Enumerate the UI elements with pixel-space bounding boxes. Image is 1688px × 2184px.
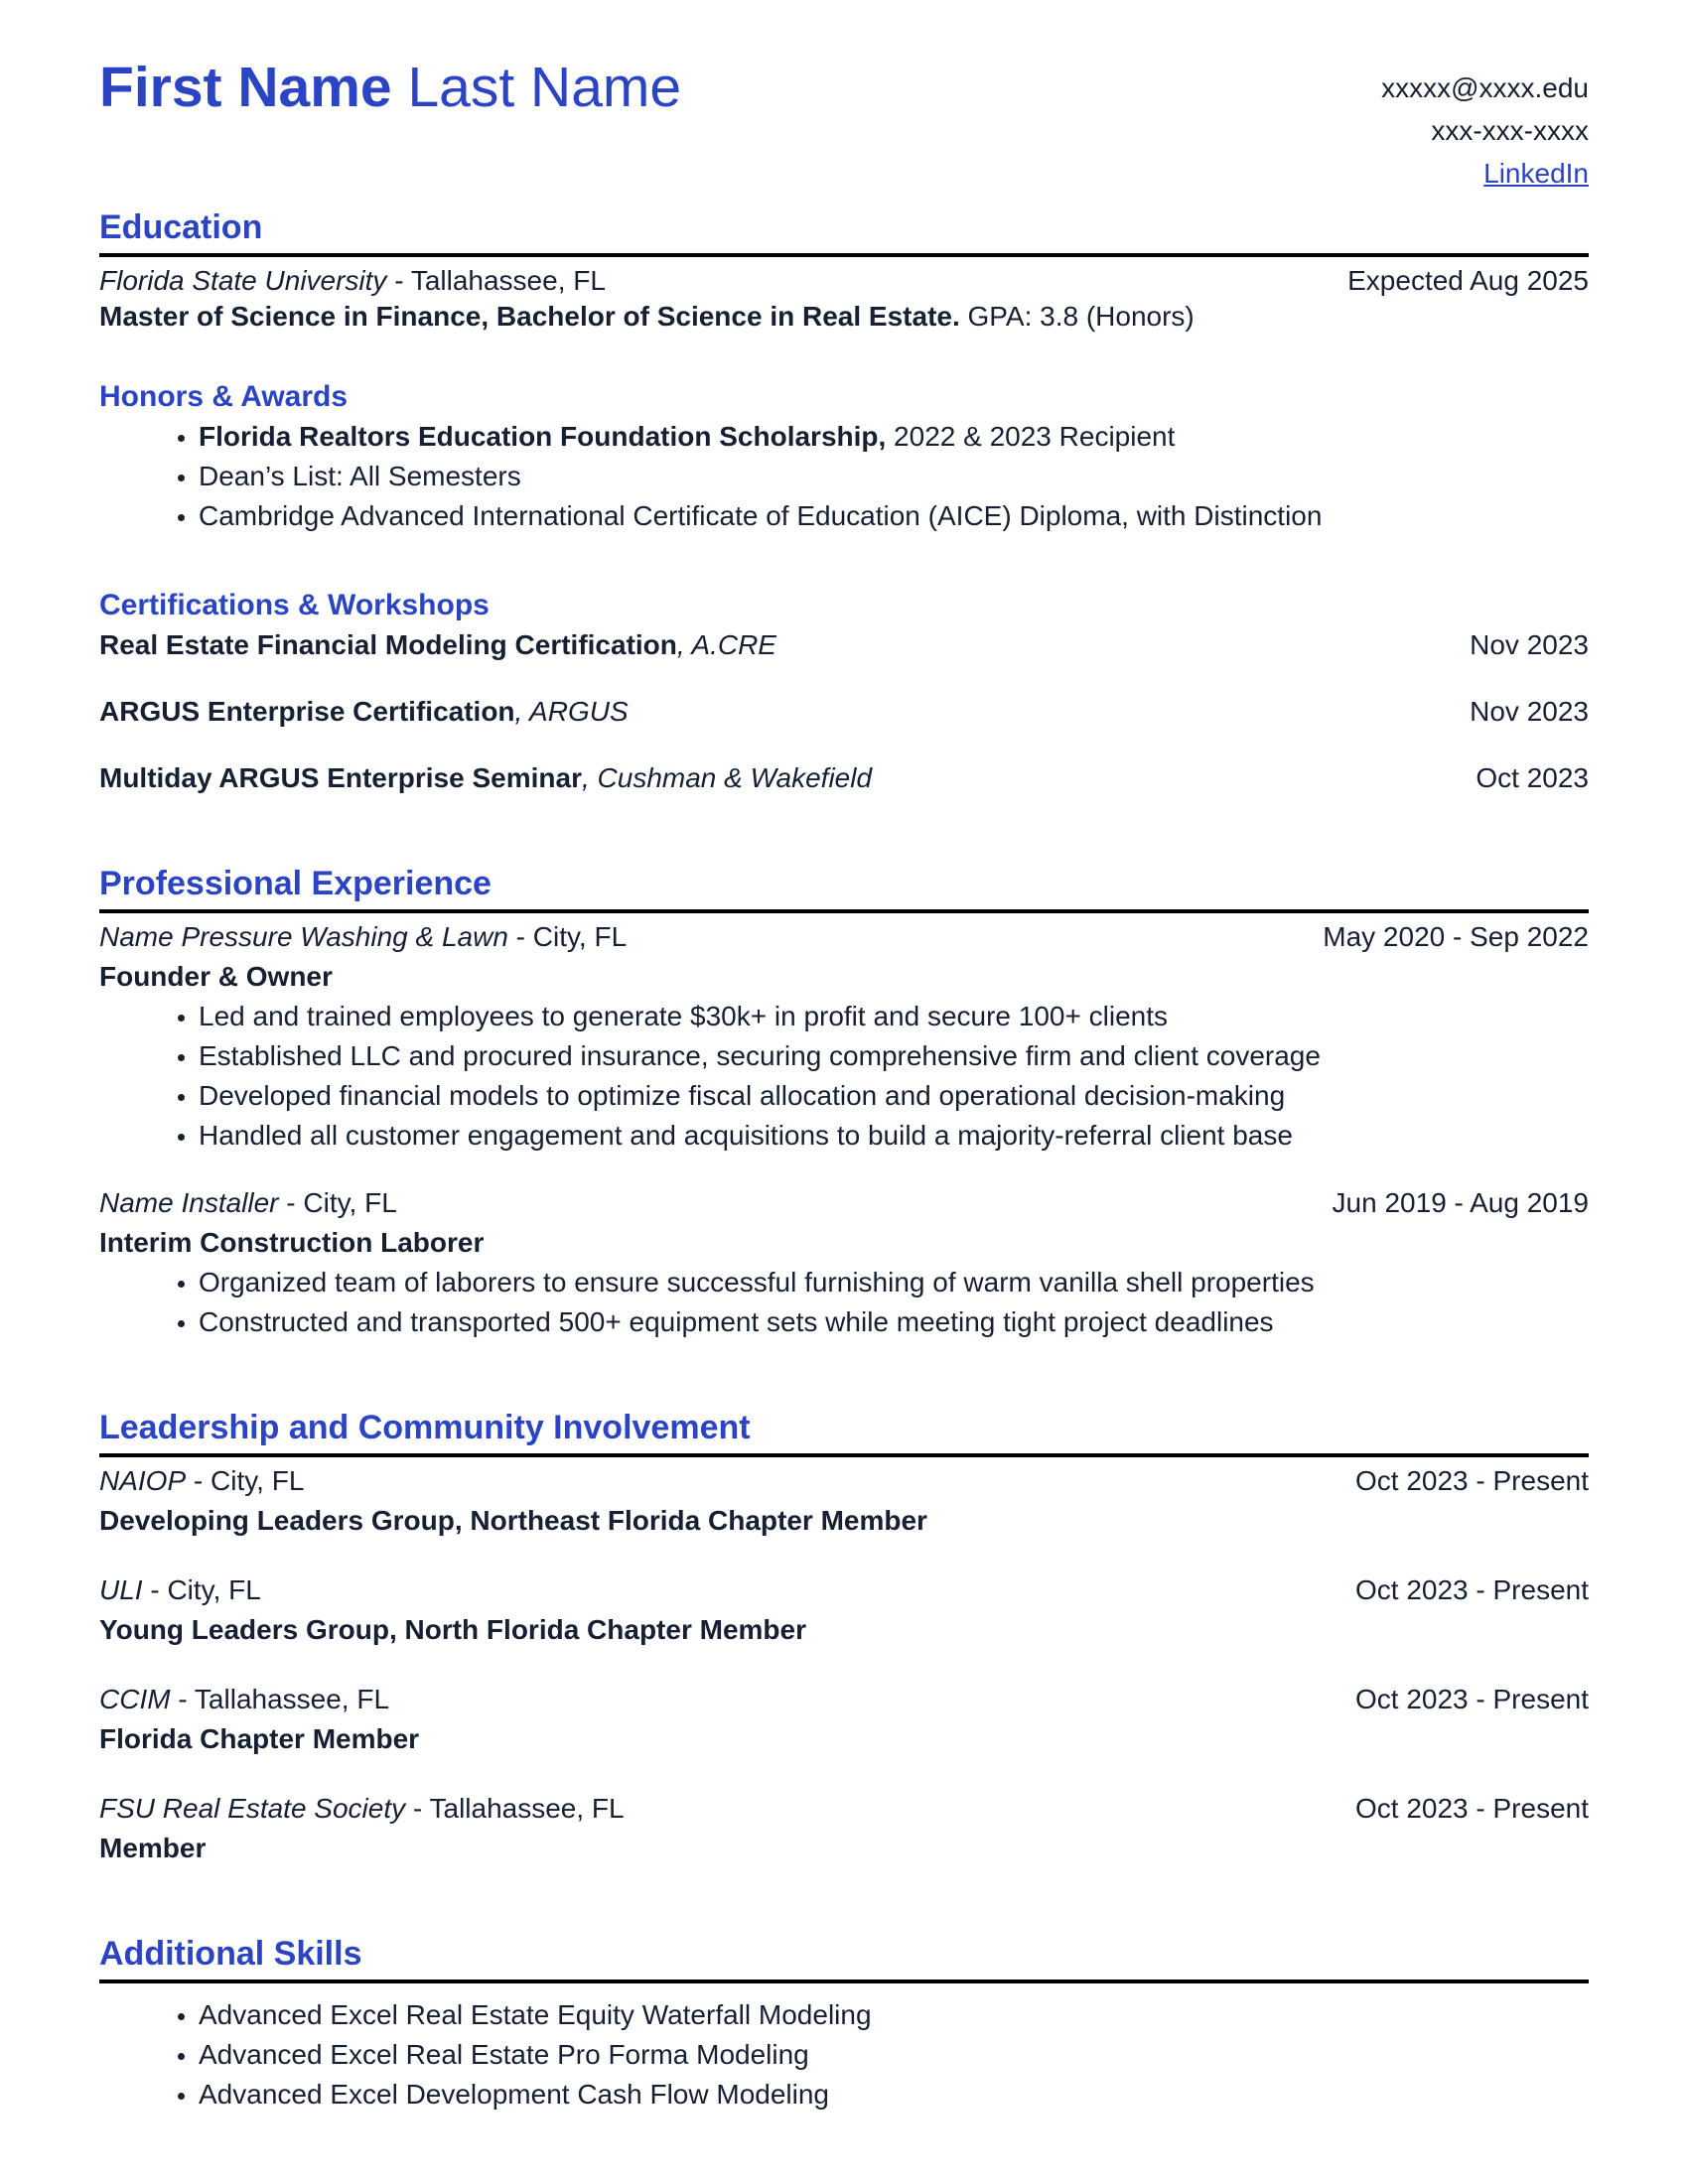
cert-date: Nov 2023 (1470, 696, 1589, 727)
degree-line (99, 301, 1589, 333)
company-line (99, 1183, 397, 1223)
page-title (99, 55, 681, 195)
section-title-skills: Additional Skills (99, 1932, 1589, 1983)
certification-entry (99, 692, 1589, 732)
skill-item: • Advanced Excel Development Cash Flow Modeling (199, 2075, 1589, 2115)
experience-section (99, 862, 1589, 1342)
gpa-text: GPA: 3.8 (Honors) (959, 301, 1195, 332)
honors-list (99, 417, 1589, 536)
company-name: Name Pressure Washing & Lawn (99, 921, 508, 952)
degree-text: Master of Science in Finance, Bachelor of Science in Real Estate. (99, 301, 960, 332)
org-location: - Tallahassee, FL (405, 1793, 625, 1824)
job-entry (99, 1183, 1589, 1342)
section-title-experience: Professional Experience (99, 862, 1589, 913)
cert-name: Multiday ARGUS Enterprise Seminar (99, 762, 582, 793)
last-name: Last Name (407, 56, 682, 119)
skills-section (99, 1932, 1589, 2115)
honor-text: Dean’s List: All Semesters (199, 461, 521, 491)
company-line (99, 917, 627, 957)
contact-block (1381, 55, 1589, 195)
job-role: Founder & Owner (99, 961, 333, 992)
job-dates: Jun 2019 - Aug 2019 (1332, 1187, 1589, 1218)
org-dates: Oct 2023 - Present (1354, 1574, 1589, 1605)
education-entry (99, 261, 1589, 301)
job-bullets (99, 1263, 1589, 1342)
honors-item (199, 457, 1589, 496)
honor-text: 2022 & 2023 Recipient (886, 421, 1176, 452)
honor-bold: Florida Realtors Education Foundation Scholarship, (199, 421, 887, 452)
job-bullet: • Organized team of laborers to ensure successful furnishing of warm vanilla shell properties (199, 1263, 1589, 1302)
org-location: - City, FL (186, 1465, 305, 1496)
org-line (99, 1789, 625, 1829)
leadership-entry (99, 1789, 1589, 1868)
cert-org: , A.CRE (676, 629, 776, 660)
cert-line (99, 758, 872, 798)
org-name: NAIOP (99, 1465, 187, 1496)
cert-date: Oct 2023 (1476, 762, 1589, 793)
job-bullets (99, 997, 1589, 1156)
leadership-entry (99, 1570, 1589, 1650)
leadership-section (99, 1406, 1589, 1868)
leadership-entry (99, 1680, 1589, 1759)
honors-title: Honors & Awards (99, 380, 349, 413)
job-entry (99, 917, 1589, 1156)
certification-entry (99, 625, 1589, 665)
honors-item (199, 496, 1589, 536)
honors-item (199, 417, 1589, 457)
certifications-title: Certifications & Workshops (99, 589, 490, 621)
org-name: FSU Real Estate Society (99, 1793, 406, 1824)
certification-entry (99, 758, 1589, 798)
org-header (99, 1461, 1589, 1501)
job-bullet: • Constructed and transported 500+ equipment sets while meeting tight project deadlines (199, 1302, 1589, 1342)
honor-text: Cambridge Advanced International Certificate of Education (AICE) Diploma, with Distinction (199, 500, 1323, 531)
skill-item: • Advanced Excel Real Estate Pro Forma Modeling (199, 2035, 1589, 2075)
education-section (99, 205, 1589, 798)
job-dates: May 2020 - Sep 2022 (1323, 921, 1589, 952)
org-header (99, 1680, 1589, 1719)
school-line (99, 261, 606, 301)
org-name: CCIM (99, 1684, 171, 1714)
org-dates: Oct 2023 - Present (1354, 1465, 1589, 1496)
job-bullet: • Established LLC and procured insurance, securing comprehensive firm and client coverage (199, 1036, 1589, 1076)
org-dates: Oct 2023 - Present (1354, 1793, 1589, 1824)
phone-text: xxx-xxx-xxxx (1431, 115, 1589, 146)
org-location: - Tallahassee, FL (170, 1684, 390, 1714)
skill-item: • Advanced Excel Real Estate Equity Waterfall Modeling (199, 1995, 1589, 2035)
cert-org: , Cushman & Wakefield (581, 762, 873, 793)
job-location: - City, FL (507, 921, 628, 952)
job-location: - City, FL (278, 1187, 397, 1218)
job-bullet: • Developed financial models to optimize fiscal allocation and operational decision-making (199, 1076, 1589, 1116)
org-line (99, 1461, 304, 1501)
org-header (99, 1570, 1589, 1610)
org-role: Developing Leaders Group, Northeast Florida Chapter Member (99, 1505, 927, 1536)
org-line (99, 1570, 261, 1610)
org-role: Florida Chapter Member (99, 1723, 420, 1754)
first-name: First Name (99, 56, 392, 119)
skills-list (99, 1995, 1589, 2115)
cert-date: Nov 2023 (1470, 629, 1589, 660)
email-text: xxxxx@xxxx.edu (1381, 72, 1589, 103)
org-header (99, 1789, 1589, 1829)
section-title-leadership: Leadership and Community Involvement (99, 1406, 1589, 1457)
job-bullet: • Led and trained employees to generate $30k+ in profit and secure 100+ clients (199, 997, 1589, 1036)
job-header (99, 1183, 1589, 1223)
org-dates: Oct 2023 - Present (1354, 1684, 1589, 1714)
org-role: Member (99, 1833, 207, 1863)
cert-org: , ARGUS (514, 696, 629, 727)
leadership-entry (99, 1461, 1589, 1541)
org-location: - City, FL (142, 1574, 261, 1605)
school-name: Florida State University (99, 265, 387, 296)
linkedin-link[interactable]: LinkedIn (1483, 158, 1589, 189)
job-role: Interim Construction Laborer (99, 1227, 485, 1258)
cert-name: ARGUS Enterprise Certification (99, 696, 515, 727)
education-date: Expected Aug 2025 (1347, 265, 1589, 296)
job-header (99, 917, 1589, 957)
job-bullet: • Handled all customer engagement and acquisitions to build a majority-referral client base (199, 1116, 1589, 1156)
section-title-education: Education (99, 205, 1589, 257)
org-role: Young Leaders Group, North Florida Chapter Member (99, 1614, 806, 1645)
cert-name: Real Estate Financial Modeling Certification (99, 629, 677, 660)
school-location: - Tallahassee, FL (386, 265, 606, 296)
cert-line (99, 692, 629, 732)
cert-line (99, 625, 776, 665)
org-line (99, 1680, 389, 1719)
company-name: Name Installer (99, 1187, 279, 1218)
header (99, 55, 1589, 195)
org-name: ULI (99, 1574, 143, 1605)
